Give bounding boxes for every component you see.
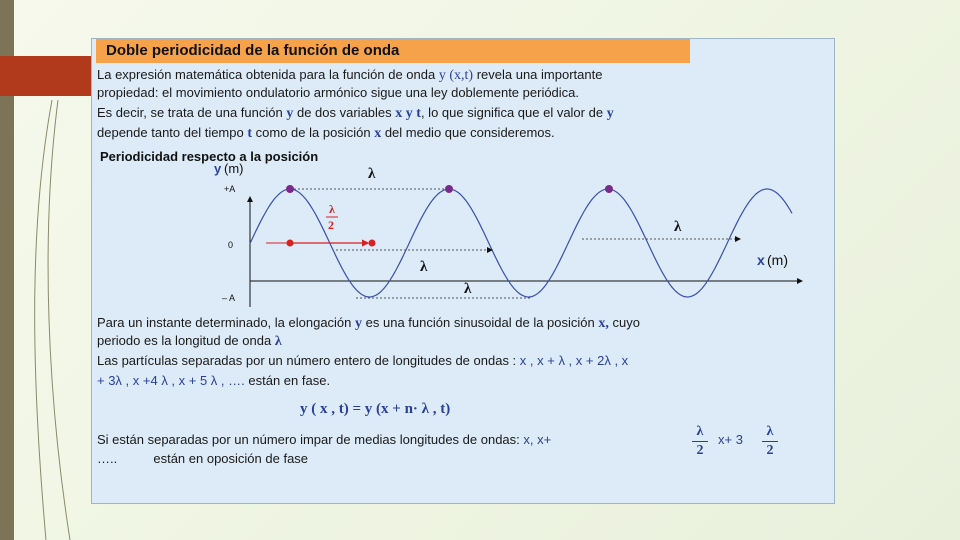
tick-minus-a: – A bbox=[222, 293, 236, 303]
slide-title: Doble periodicidad de la función de onda bbox=[96, 39, 690, 63]
intro-line-2: propiedad: el movimiento ondulatorio armónico sigue una ley doblemente periódica. bbox=[97, 85, 580, 100]
crest-dot-2 bbox=[445, 185, 453, 193]
y-axis-label: y bbox=[214, 161, 222, 176]
para3-line-1: Si están separadas por un número impar de medias longitudes de ondas: x, x+ bbox=[97, 432, 552, 447]
section-subtitle: Periodicidad respecto a la posición bbox=[100, 149, 319, 164]
phase-equation: y ( x , t) = y (x + n· λ , t) bbox=[300, 401, 451, 417]
half-point-a bbox=[287, 240, 294, 247]
lambda-label-right: λ bbox=[674, 219, 682, 235]
lambda-label-bottom: λ bbox=[464, 281, 472, 297]
half-lambda-den: 2 bbox=[328, 218, 334, 232]
x-unit-label: (m) bbox=[767, 252, 788, 268]
half-lambda-fraction-1: λ 2 bbox=[692, 425, 708, 458]
intro-line-4: depende tanto del tiempo t como de la posición x del medio que consideremos. bbox=[97, 125, 555, 141]
content-panel bbox=[91, 38, 835, 504]
para1-line-1: Para un instante determinado, la elongación y es una función sinusoidal de la posición x, cuyo bbox=[97, 315, 640, 331]
lambda-label-mid: λ bbox=[420, 259, 428, 275]
crest-dot-3 bbox=[605, 185, 613, 193]
lambda-label-top: λ bbox=[368, 166, 376, 182]
half-point-b bbox=[369, 240, 376, 247]
tick-zero: 0 bbox=[228, 240, 234, 250]
half-lambda-num: λ bbox=[329, 202, 335, 216]
intro-line-3: Es decir, se trata de una función y de dos variables x y t, lo que significa que el valor de y bbox=[97, 105, 614, 121]
y-unit-label: (m) bbox=[224, 161, 244, 176]
para2-line-1: Las partículas separadas por un número entero de longitudes de ondas : x , x + λ , x + 2λ , x bbox=[97, 353, 629, 368]
wave-graph bbox=[92, 159, 834, 309]
para2-line-2: + 3λ , x +4 λ , x + 5 λ , …. están en fase. bbox=[97, 373, 331, 388]
para1-line-2: periodo es la longitud de onda λ bbox=[97, 333, 282, 349]
crest-dot-1 bbox=[286, 185, 294, 193]
tick-plus-a: +A bbox=[224, 184, 236, 194]
para3-x-plus-3: x+ 3 bbox=[718, 432, 743, 447]
intro-line-1: La expresión matemática obtenida para la función de onda y (x,t) revela una importante bbox=[97, 67, 603, 83]
x-axis-label: x bbox=[757, 252, 765, 268]
para3-line-2: ….. están en oposición de fase bbox=[97, 451, 309, 466]
half-lambda-fraction-2: λ 2 bbox=[762, 425, 778, 458]
